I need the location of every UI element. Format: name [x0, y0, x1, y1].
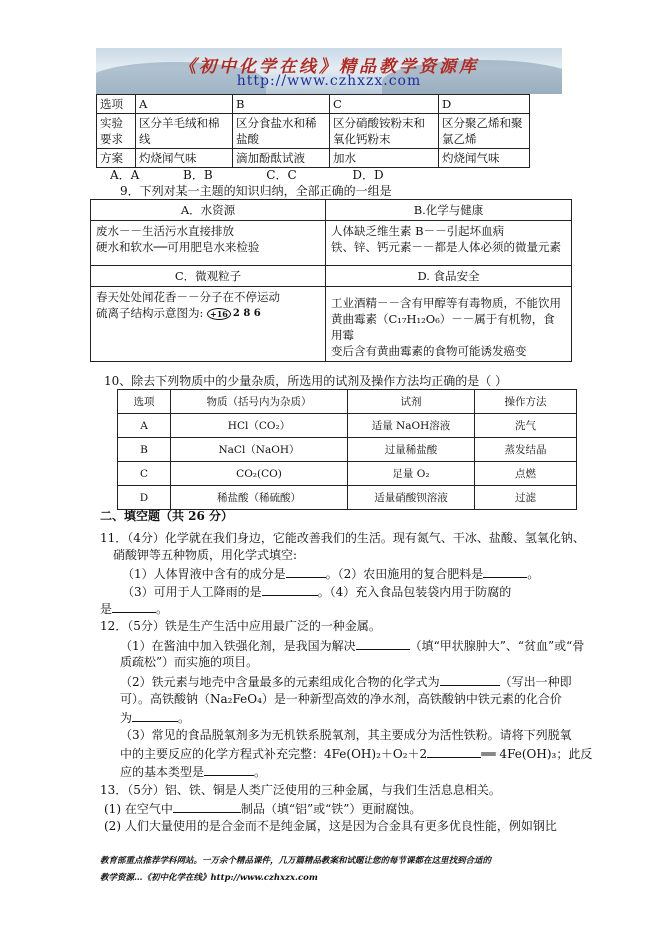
- table-row: [118, 390, 577, 414]
- q12-line7: （3）常见的食品脱氧剂多为无机铁系脱氧剂，其主要成分为活性铁粉。请将下列脱氧: [120, 728, 572, 742]
- table-cell: 区分羊毛绒和棉线: [136, 114, 233, 149]
- electron-shells: 2 8 6: [232, 308, 261, 319]
- q9-cell-d: [326, 287, 572, 362]
- table-cell: 试剂: [348, 390, 475, 414]
- table-cell: 灼烧闻气味: [136, 149, 233, 168]
- table-cell: 点燃: [475, 462, 577, 486]
- table-cell: A: [136, 95, 233, 114]
- q13-text: 制品（填“铝”或“铁”）更耐腐蚀。: [240, 802, 422, 816]
- q12-text: 。: [178, 711, 191, 725]
- q12-text: （1）在酱油中加入铁强化剂，是我国为解决: [120, 639, 356, 653]
- table-cell: C: [330, 95, 439, 114]
- q9-stem: 9．下列对某一主题的知识归纳，全部正确的一组是: [120, 184, 392, 198]
- q11-text: 是: [100, 602, 113, 616]
- answer-blank[interactable]: [112, 600, 156, 613]
- q8-option-c[interactable]: C．C: [266, 168, 297, 182]
- table-cell: CO₂(CO): [171, 462, 348, 486]
- table-cell: 过量稀盐酸: [348, 438, 475, 462]
- q11-text: 。（4）充入食品包装袋内用于防腐的: [317, 585, 512, 599]
- q9-cell-c: [91, 287, 326, 362]
- q10-stem: 10、除去下列物质中的少量杂质，所选用的试剂及操作方法均正确的是（ ）: [104, 374, 508, 388]
- q12-text: 为: [120, 711, 133, 725]
- q13-line2: [104, 800, 421, 817]
- q9-cell-b: [326, 221, 572, 266]
- answer-blank[interactable]: [286, 565, 326, 578]
- banner-title: 《初中化学在线》精品教学资源库: [179, 57, 479, 77]
- q12-line9: [120, 763, 266, 780]
- q8-options: [110, 167, 384, 183]
- table-cell: 适量 NaOH溶液: [348, 414, 475, 438]
- table-cell: 灼烧闻气味: [439, 149, 530, 168]
- q11-text: 。（2）农田施用的复合肥料是: [325, 567, 484, 581]
- q11-text: 。: [156, 602, 169, 616]
- table-row: [91, 221, 572, 266]
- table-cell: 适量硝酸钡溶液: [348, 486, 475, 510]
- table-cell: NaCl（NaOH）: [171, 438, 348, 462]
- q12-line8: [120, 745, 592, 762]
- q8-option-d[interactable]: D．D: [352, 168, 384, 182]
- answer-blank[interactable]: [427, 745, 481, 758]
- table-row: [91, 200, 572, 221]
- q9-b-line2: 铁、锌、钙元素－－都是人体必须的微量元素: [331, 240, 561, 254]
- table-cell: 区分食盐水和稀盐酸: [233, 114, 330, 149]
- answer-blank[interactable]: [483, 565, 527, 578]
- q8-option-a[interactable]: A．A: [110, 168, 140, 182]
- q11-line5: [100, 600, 168, 617]
- table-cell: 选项: [118, 390, 171, 414]
- q11-line4: [122, 583, 511, 600]
- table-row: [91, 266, 572, 287]
- q13-line1: 13．（5分）铝、铁、铜是人类广泛使用的三种金属，与我们生活息息相关。: [100, 783, 501, 797]
- table-cell: 区分硝酸铵粉末和氧化钙粉末: [330, 114, 439, 149]
- table-cell: 滴加酚酞试液: [233, 149, 330, 168]
- q12-line5: 可）。高铁酸钠（Na₂FeO₄）是一种新型高效的净水剂，高铁酸钠中铁元素的化合价: [120, 692, 562, 706]
- q12-text: （填“甲状腺肿大”、“贫血”或“骨: [409, 639, 585, 653]
- q9-head-a: A．水资源: [91, 200, 326, 221]
- q8-table: [96, 94, 530, 168]
- q11-line3: [122, 565, 539, 582]
- q13-line3: (2) 人们大量使用的是合金而不是纯金属，这是因为合金具有更多优良性能，例如钢比: [104, 819, 557, 833]
- q9-d-line1: 工业酒精－－含有甲醇等有毒物质，不能饮用: [331, 296, 561, 310]
- q9-table: [90, 199, 572, 362]
- q9-cell-a: [91, 221, 326, 266]
- q13-text: (1) 在空气中: [104, 802, 173, 816]
- q9-d-line2: 黄曲霉素（C₁₇H₁₂O₆）－－属于有机物，食用霉: [331, 312, 555, 342]
- table-cell: D: [439, 95, 530, 114]
- site-banner: [96, 48, 562, 94]
- q10-table: [117, 389, 577, 510]
- q12-text: 应的基本类型是: [120, 765, 205, 779]
- table-cell: 区分聚乙烯和聚氯乙烯: [439, 114, 530, 149]
- footer-line2[interactable]: 教学资源…《初中化学在线》http://www.czhxzx.com: [100, 873, 318, 883]
- table-cell: HCl（CO₂）: [171, 414, 348, 438]
- q12-line6: [120, 709, 190, 726]
- q11-line2: 硝酸钾等五种物质，用化学式填空:: [113, 548, 298, 562]
- q11-text: （3）可用于人工降雨的是: [122, 585, 262, 599]
- q11-text: （1）人体胃液中含有的成分是: [122, 567, 286, 581]
- table-row: [91, 287, 572, 362]
- q9-a-line2: 硬水和软水──可用肥皂水来检验: [96, 240, 260, 254]
- footer-line1: 教育部重点推荐学科网站。一万余个精品课件，几万篇精品教案和试题让您的每节课都在这里找到合适的: [100, 856, 492, 866]
- q8-option-b[interactable]: B．B: [183, 168, 213, 182]
- nucleus-charge: +16: [207, 308, 231, 320]
- table-cell: C: [118, 462, 171, 486]
- q11-text: 。: [527, 567, 540, 581]
- answer-blank[interactable]: [204, 763, 254, 776]
- q12-text: （2）铁元素与地壳中含量最多的元素组成化合物的化学式为: [120, 675, 440, 689]
- sulfur-ion-diagram: [207, 306, 261, 322]
- q12-line1: 12．（5分）铁是生产生活中应用最广泛的一种金属。: [100, 619, 381, 633]
- table-cell: D: [118, 486, 171, 510]
- table-cell: A: [118, 414, 171, 438]
- table-row: [118, 462, 577, 486]
- table-cell: 过滤: [475, 486, 577, 510]
- q12-line3: 质疏松”）而实施的项目。: [120, 655, 259, 669]
- answer-blank[interactable]: [173, 800, 241, 813]
- table-cell: B: [233, 95, 330, 114]
- q9-c-line1: 春天处处闻花香－－分子在不停运动: [96, 290, 280, 304]
- q12-text: （写出一种即: [499, 675, 572, 689]
- answer-blank[interactable]: [262, 583, 318, 596]
- table-row: [97, 149, 530, 168]
- q9-c-line2: [96, 305, 320, 322]
- answer-blank[interactable]: [440, 673, 500, 686]
- q9-head-b: B.化学与健康: [326, 200, 572, 221]
- table-cell: 实验要求: [97, 114, 136, 149]
- table-cell: 足量 O₂: [348, 462, 475, 486]
- q9-d-line3: 变后含有黄曲霉素的食物可能诱发癌变: [331, 344, 527, 358]
- table-cell: 物质（括号内为杂质）: [171, 390, 348, 414]
- q9-head-c: C．微观粒子: [91, 266, 326, 287]
- q9-a-line1: 废水－－生活污水直接排放: [96, 224, 234, 238]
- q12-line4: [120, 673, 572, 690]
- table-cell: 方案: [97, 149, 136, 168]
- table-cell: 加水: [330, 149, 439, 168]
- table-row: [97, 114, 530, 149]
- table-cell: 洗气: [475, 414, 577, 438]
- table-row: [118, 486, 577, 510]
- table-cell: 稀盐酸（稀硫酸）: [171, 486, 348, 510]
- table-row: [118, 414, 577, 438]
- q12-text: 中的主要反应的化学方程式补充完整：4Fe(OH)₂＋O₂＋2: [120, 747, 428, 761]
- q12-text: ══ 4Fe(OH)₃；此反: [481, 747, 593, 761]
- answer-blank[interactable]: [356, 637, 410, 650]
- q12-line2: [120, 637, 584, 654]
- q9-head-d: D. 食品安全: [326, 266, 572, 287]
- table-cell: B: [118, 438, 171, 462]
- answer-blank[interactable]: [132, 709, 178, 722]
- q9-c-line2-text: 硫离子结构示意图为:: [96, 306, 204, 320]
- table-cell: 操作方法: [475, 390, 577, 414]
- banner-url[interactable]: http://www.czhxzx.com: [236, 73, 422, 89]
- q11-line1: 11．（4分）化学就在我们身边，它能改善我们的生活。现有氮气、干冰、盐酸、氢氧化钠、: [100, 531, 585, 545]
- q9-b-line1: 人体缺乏维生素 B－－引起坏血病: [331, 224, 505, 238]
- table-cell: 蒸发结晶: [475, 438, 577, 462]
- q12-text: 。: [254, 765, 267, 779]
- table-row: [97, 95, 530, 114]
- table-row: [118, 438, 577, 462]
- section-heading: 二、填空题（共 26 分）: [100, 509, 234, 523]
- table-cell: 选项: [97, 95, 136, 114]
